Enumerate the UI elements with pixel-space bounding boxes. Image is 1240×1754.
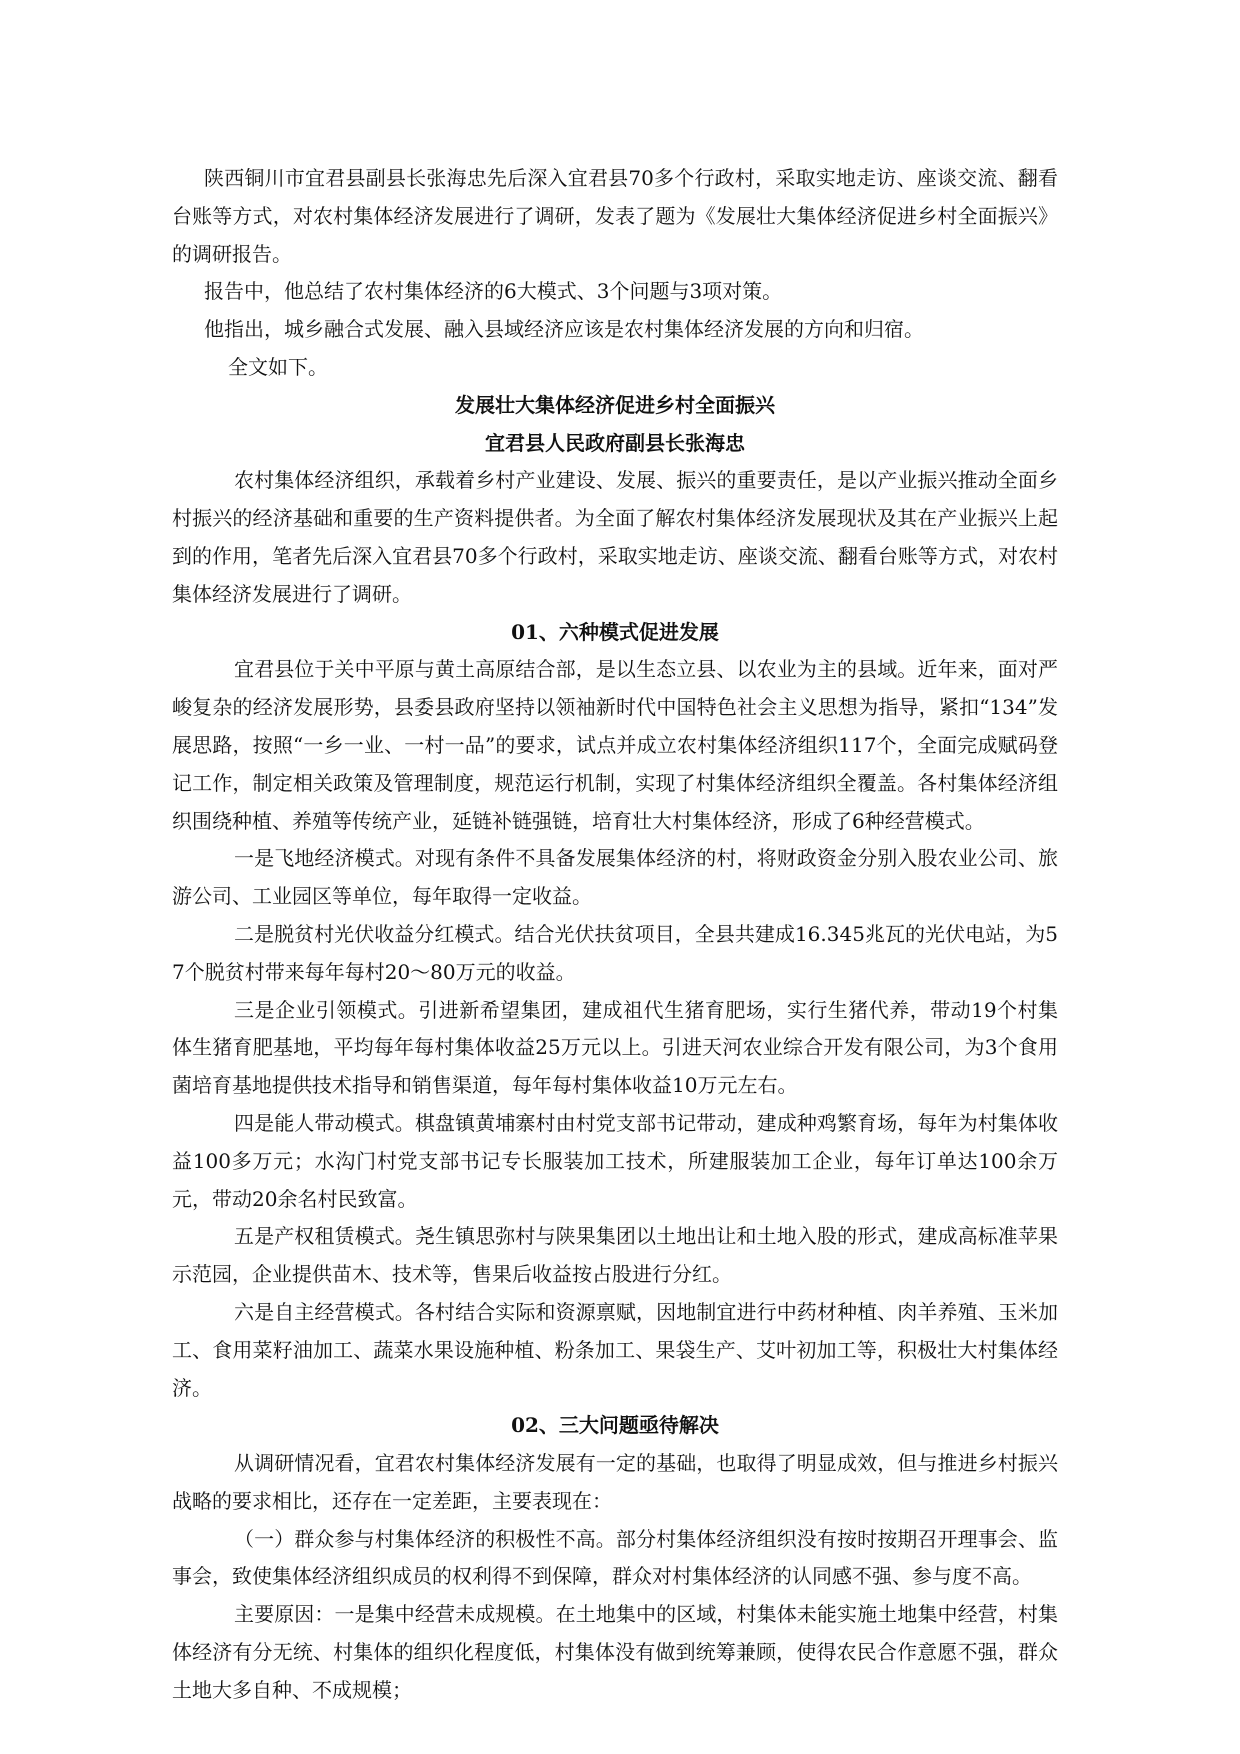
- intro-paragraph-1: 陕西铜川市宜君县副县长张海忠先后深入宜君县70多个行政村，采取实地走访、座谈交流、翻看台账等方式，对农村集体经济发展进行了调研，发表了题为《发展壮大集体经济促进乡村全面振兴》的调研报告。: [172, 166, 1058, 266]
- section-1-paragraph: 一是飞地经济模式。对现有条件不具备发展集体经济的村，将财政资金分别入股农业公司、旅游公司、工业园区等单位，每年取得一定收益。: [172, 846, 1058, 909]
- section-1-paragraph: 宜君县位于关中平原与黄土高原结合部，是以生态立县、以农业为主的县域。近年来，面对严峻复杂的经济发展形势，县委县政府坚持以领袖新时代中国特色社会主义思想为指导，紧扣“134”发展思路，按照“一乡一业、一村一品”的要求，试点并成立农村集体经济组织117个，全面完成赋码登记工作，制定相关政策及管理制度，规范运行机制，实现了村集体经济组织全覆盖。各村集体经济组织围绕种植、养殖等传统产业，延链补链强链，培育壮大村集体经济，形成了6种经营模式。: [172, 657, 1058, 833]
- article-author: 宜君县人民政府副县长张海忠: [485, 430, 745, 455]
- article-title: 发展壮大集体经济促进乡村全面振兴: [455, 392, 775, 417]
- intro-paragraph-4: 全文如下。: [228, 354, 328, 379]
- document-page: [172, 160, 1058, 1710]
- lead-paragraph: 农村集体经济组织，承载着乡村产业建设、发展、振兴的重要责任，是以产业振兴推动全面乡村振兴的经济基础和重要的生产资料提供者。为全面了解农村集体经济发展现状及其在产业振兴上起到的作用，笔者先后深入宜君县70多个行政村，采取实地走访、座谈交流、翻看台账等方式，对农村集体经济发展进行了调研。: [172, 468, 1058, 606]
- section-1-paragraph: 五是产权租赁模式。尧生镇思弥村与陕果集团以土地出让和土地入股的形式，建成高标准苹果示范园，企业提供苗木、技术等，售果后收益按占股进行分红。: [172, 1224, 1058, 1287]
- section-2-paragraph: 从调研情况看，宜君农村集体经济发展有一定的基础，也取得了明显成效，但与推进乡村振兴战略的要求相比，还存在一定差距，主要表现在：: [172, 1451, 1058, 1513]
- section-1-paragraph: 二是脱贫村光伏收益分红模式。结合光伏扶贫项目，全县共建成16.345兆瓦的光伏电站，为57个脱贫村带来每年每村20～80万元的收益。: [172, 921, 1058, 984]
- intro-paragraph-3: 他指出，城乡融合式发展、融入县域经济应该是农村集体经济发展的方向和归宿。: [204, 317, 924, 342]
- section-1-paragraph: 六是自主经营模式。各村结合实际和资源禀赋，因地制宜进行中药材种植、肉羊养殖、玉米加工、食用菜籽油加工、蔬菜水果设施种植、粉条加工、果袋生产、艾叶初加工等，积极壮大村集体经济。: [172, 1299, 1058, 1400]
- section-2-paragraph: （一）群众参与村集体经济的积极性不高。部分村集体经济组织没有按时按期召开理事会、监事会，致使集体经济组织成员的权利得不到保障，群众对村集体经济的认同感不强、参与度不高。: [172, 1526, 1058, 1589]
- section-1-heading: 01、六种模式促进发展: [511, 619, 719, 644]
- intro-paragraph-2: 报告中，他总结了农村集体经济的6大模式、3个问题与3项对策。: [204, 279, 783, 304]
- section-2-paragraph: 主要原因：一是集中经营未成规模。在土地集中的区域，村集体未能实施土地集中经营，村集体经济有分无统、村集体的组织化程度低，村集体没有做到统筹兼顾，使得农民合作意愿不强，群众土地大多自种、不成规模；: [172, 1602, 1058, 1702]
- section-1-paragraph: 四是能人带动模式。棋盘镇黄埔寨村由村党支部书记带动，建成种鸡繁育场，每年为村集体收益100多万元；水沟门村党支部书记专长服装加工技术，所建服装加工企业，每年订单达100余万元，带动20余名村民致富。: [172, 1110, 1058, 1211]
- section-1-paragraph: 三是企业引领模式。引进新希望集团，建成祖代生猪育肥场，实行生猪代养，带动19个村集体生猪育肥基地，平均每年每村集体收益25万元以上。引进天河农业综合开发有限公司，为3个食用菌培育基地提供技术指导和销售渠道，每年每村集体收益10万元左右。: [172, 997, 1058, 1098]
- section-2-heading: 02、三大问题亟待解决: [511, 1413, 719, 1438]
